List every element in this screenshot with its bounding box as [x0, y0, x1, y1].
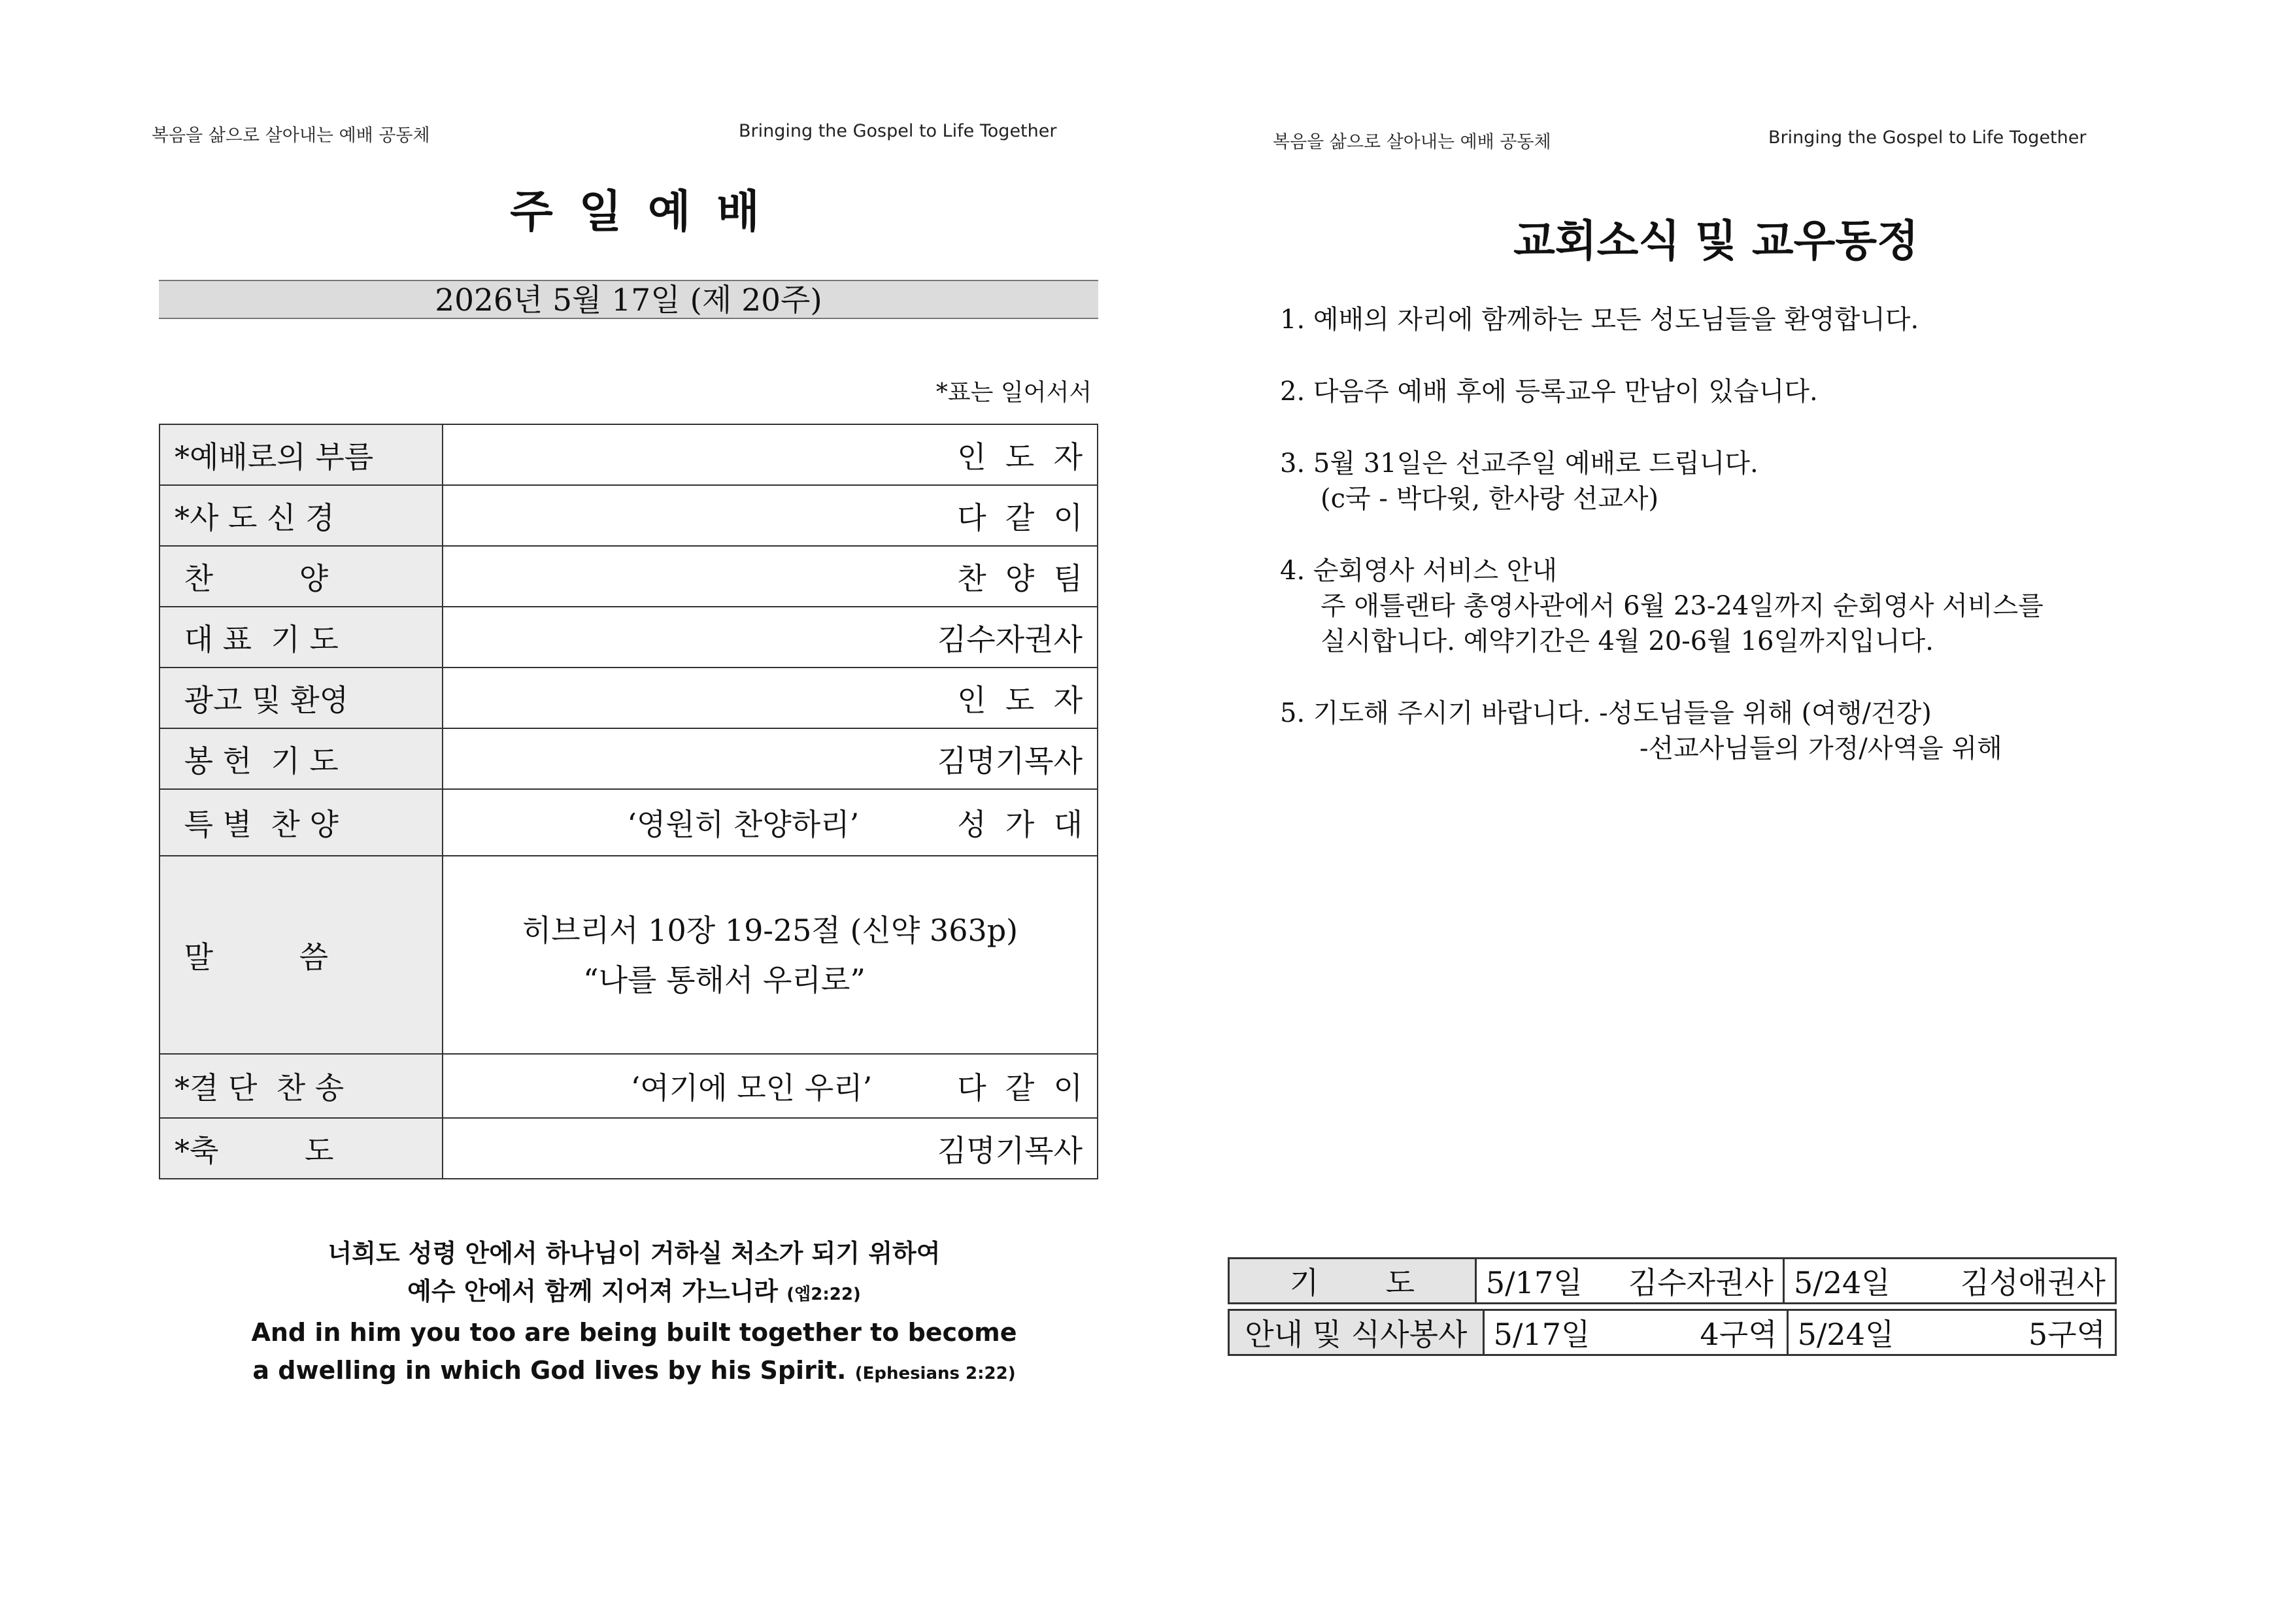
- duty-label: 기 도: [1229, 1259, 1476, 1304]
- standing-note: *표는 일어서서: [935, 379, 1092, 406]
- hymn-title: ‘여기에 모인 우리’: [630, 1070, 873, 1106]
- news-item: [1280, 302, 2261, 337]
- duty-date: 5/17일: [1485, 1265, 1583, 1300]
- order-value: 다 같 이: [443, 485, 1098, 546]
- memory-verse: [196, 1234, 1072, 1393]
- duty-week1: [1475, 1259, 1783, 1304]
- order-label: 광고 및 환영: [160, 668, 443, 728]
- order-value: 김수자권사: [443, 607, 1098, 668]
- worship-order-table: [159, 424, 1098, 1179]
- verse-en-ref: (Ephesians 2:22): [854, 1364, 1016, 1383]
- order-value: 김명기목사: [443, 1118, 1098, 1179]
- order-label: 말 씀: [160, 856, 443, 1054]
- verse-en-line1: And in him you too are being built together to become: [251, 1318, 1017, 1347]
- news-continuation: (c국 - 박다윗, 한사랑 선교사): [1321, 484, 1659, 514]
- right-page: [1144, 0, 2288, 1624]
- order-label: 봉 헌 기 도: [160, 728, 443, 789]
- duty-name: 김성애권사: [1960, 1265, 2106, 1300]
- duty-date: 5/24일: [1794, 1265, 1891, 1300]
- order-value: 인 도 자: [443, 668, 1098, 728]
- worship-date: 2026년 5월 17일 (제 20주): [159, 280, 1098, 319]
- news-continuation: -선교사님들의 가정/사역을 위해: [1640, 734, 2002, 764]
- order-row: [160, 728, 1098, 789]
- news-continuation: 주 애틀랜타 총영사관에서 6월 23-24일까지 순회영사 서비스를: [1321, 591, 2044, 621]
- service-duty-row: [1229, 1310, 2116, 1355]
- order-row: [160, 856, 1098, 1054]
- prayer-duty-table: [1228, 1257, 2117, 1304]
- duty-name: 5구역: [2028, 1317, 2106, 1352]
- duty-date: 5/17일: [1493, 1317, 1590, 1352]
- special-song-title: ‘영원히 찬양하리’: [627, 807, 860, 842]
- news-title: 교회소식 및 교우동정: [1513, 216, 1919, 266]
- order-label: *결 단 찬 송: [160, 1054, 443, 1118]
- order-row: [160, 546, 1098, 607]
- news-line: 3. 5월 31일은 선교주일 예배로 드립니다.: [1280, 448, 1758, 479]
- duty-name: 김수자권사: [1628, 1265, 1774, 1300]
- order-label: *축 도: [160, 1118, 443, 1179]
- sermon-title: “나를 통해서 우리로”: [583, 962, 866, 998]
- order-value-with-song: [443, 789, 1098, 856]
- news-item: [1280, 553, 2261, 659]
- news-list: [1280, 302, 2261, 803]
- order-row: [160, 485, 1098, 546]
- news-line: 5. 기도해 주시기 바랍니다. -성도님들을 위해 (여행/건강): [1280, 698, 1932, 728]
- duty-week2: [1787, 1310, 2115, 1355]
- duty-name: 4구역: [1700, 1317, 1777, 1352]
- sermon-cell: [443, 856, 1098, 1054]
- verse-ko-line2: 예수 안에서 함께 지어져 가느니라: [407, 1277, 779, 1306]
- duty-date: 5/24일: [1797, 1317, 1894, 1352]
- order-row: [160, 789, 1098, 856]
- hymn-performer: 다 같 이: [957, 1070, 1083, 1106]
- tagline-korean: 복음을 삶으로 살아내는 예배 공동체: [152, 126, 430, 146]
- order-label: *사 도 신 경: [160, 485, 443, 546]
- order-label: *예배로의 부름: [160, 424, 443, 485]
- verse-ko-line2-wrap: [196, 1272, 1072, 1313]
- special-song-performer: 성 가 대: [957, 807, 1083, 842]
- order-value: 찬 양 팀: [443, 546, 1098, 607]
- tagline-english: Bringing the Gospel to Life Together: [1768, 127, 2087, 148]
- verse-en-line2: a dwelling in which God lives by his Spirit.: [252, 1356, 847, 1385]
- verse-en-line2-wrap: [196, 1351, 1072, 1393]
- news-line: 4. 순회영사 서비스 안내: [1280, 556, 1558, 586]
- order-value-with-song: [443, 1054, 1098, 1118]
- verse-ko-ref: (엡2:22): [786, 1285, 861, 1304]
- order-row: [160, 607, 1098, 668]
- order-label: 대 표 기 도: [160, 607, 443, 668]
- news-continuation: 실시합니다. 예약기간은 4월 20-6월 16일까지입니다.: [1321, 626, 1934, 656]
- order-value: 김명기목사: [443, 728, 1098, 789]
- news-line: 2. 다음주 예배 후에 등록교우 만남이 있습니다.: [1280, 377, 1818, 407]
- order-row: [160, 668, 1098, 728]
- duty-week1: [1483, 1310, 1787, 1355]
- order-row: [160, 424, 1098, 485]
- verse-ko-line1: 너희도 성령 안에서 하나님이 거하실 처소가 되기 위하여: [328, 1239, 941, 1268]
- order-row: [160, 1118, 1098, 1179]
- prayer-duty-row: [1229, 1259, 2116, 1304]
- order-label: 찬 양: [160, 546, 443, 607]
- duty-week2: [1784, 1259, 2116, 1304]
- tagline-korean: 복음을 삶으로 살아내는 예배 공동체: [1273, 132, 1551, 152]
- news-item: [1280, 446, 2261, 516]
- news-item: [1280, 696, 2261, 766]
- scripture-reference: 히브리서 10장 19-25절 (신약 363p): [522, 912, 1018, 948]
- worship-title: 주 일 예 배: [510, 186, 765, 238]
- news-line: 1. 예배의 자리에 함께하는 모든 성도님들을 환영합니다.: [1280, 305, 1919, 335]
- order-row: [160, 1054, 1098, 1118]
- service-duty-table: [1228, 1309, 2117, 1356]
- order-value: 인 도 자: [443, 424, 1098, 485]
- news-item: [1280, 374, 2261, 409]
- tagline-english: Bringing the Gospel to Life Together: [739, 121, 1057, 141]
- order-label: 특 별 찬 양: [160, 789, 443, 856]
- duty-label: 안내 및 식사봉사: [1229, 1310, 1484, 1355]
